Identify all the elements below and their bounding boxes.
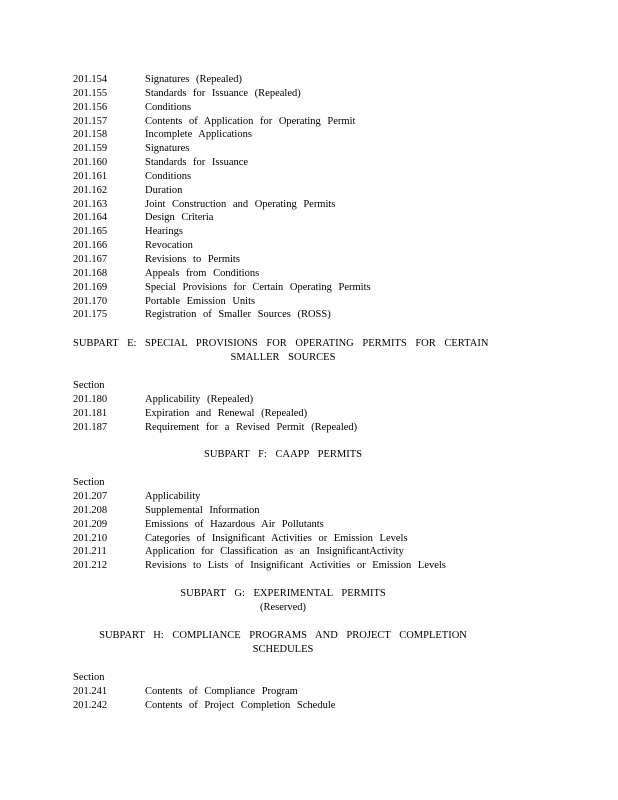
list-item: [73, 184, 553, 198]
section-title: Signatures (Repealed): [145, 74, 243, 85]
section-number: 201.168: [73, 267, 108, 279]
section-number: 201.210: [73, 532, 108, 544]
section-number: 201.155: [73, 87, 108, 99]
section-title: Signatures: [145, 143, 190, 155]
subpart-e-heading-line2: SMALLER SOURCES: [230, 352, 336, 363]
subpart-h-heading-line2: SCHEDULES: [252, 644, 314, 655]
list-item: [73, 128, 553, 142]
list-item: [73, 156, 553, 170]
section-label: Section: [73, 672, 105, 683]
section-title: Contents of Project Completion Schedule: [145, 699, 336, 711]
list-item: [73, 115, 553, 129]
section-title: Special Provisions for Certain Operating Permits: [145, 281, 371, 293]
section-title: Conditions: [145, 101, 192, 113]
list-item: [73, 281, 553, 295]
list-item: [73, 87, 553, 101]
section-number: 201.160: [73, 157, 108, 169]
section-number: 201.175: [73, 309, 108, 321]
section-number: 201.170: [73, 295, 108, 307]
section-number: 201.159: [73, 143, 108, 155]
section-list-subpart-h: [73, 685, 553, 713]
section-title: Conditions: [145, 170, 192, 182]
section-title: Incomplete Applications: [145, 129, 252, 141]
list-item: [73, 407, 553, 421]
subpart-h-heading-line1: SUBPART H: COMPLIANCE PROGRAMS AND PROJECT COMPLETION: [99, 630, 467, 641]
list-item: [73, 490, 553, 504]
section-label: Section: [73, 477, 105, 488]
section-title: Revocation: [145, 240, 193, 252]
section-title: Duration: [145, 184, 183, 196]
list-item: [73, 559, 553, 573]
section-title: Applicability: [145, 491, 201, 502]
section-title: Standards for Issuance: [145, 157, 249, 169]
list-item: [73, 421, 553, 435]
section-number: 201.167: [73, 253, 108, 265]
section-number: 201.158: [73, 129, 108, 141]
section-number: 201.241: [73, 686, 108, 697]
list-item: [73, 225, 553, 239]
section-title: Joint Construction and Operating Permits: [145, 198, 336, 210]
section-title: Emissions of Hazardous Air Pollutants: [145, 518, 324, 530]
list-item: [73, 699, 553, 713]
section-number: 201.162: [73, 184, 108, 196]
list-item: [73, 532, 553, 546]
section-number: 201.242: [73, 699, 108, 711]
section-title: Contents of Application for Operating Permit: [145, 115, 356, 127]
section-title: Applicability (Repealed): [145, 394, 254, 405]
section-list-subpart-d: [73, 73, 553, 322]
section-number: 201.163: [73, 198, 108, 210]
section-title: Revisions to Permits: [145, 253, 240, 265]
section-title: Appeals from Conditions: [145, 267, 260, 279]
section-title: Categories of Insignificant Activities or Emission Levels: [145, 532, 408, 544]
section-number: 201.154: [73, 74, 108, 85]
section-number: 201.164: [73, 212, 108, 224]
section-number: 201.165: [73, 226, 108, 238]
list-item: [73, 198, 553, 212]
section-list-subpart-f: [73, 490, 553, 573]
list-item: [73, 142, 553, 156]
section-title: Expiration and Renewal (Repealed): [145, 407, 308, 419]
list-item: [73, 253, 553, 267]
section-title: Supplemental Information: [145, 504, 260, 516]
list-item: [73, 545, 553, 559]
section-title: Design Criteria: [145, 212, 214, 224]
section-number: 201.211: [73, 546, 107, 558]
list-item: [73, 295, 553, 309]
list-item: [73, 308, 553, 322]
section-number: 201.207: [73, 491, 108, 502]
list-item: [73, 518, 553, 532]
section-title: Contents of Compliance Program: [145, 686, 298, 697]
list-item: [73, 267, 553, 281]
subpart-f-heading: SUBPART F: CAAPP PERMITS: [204, 449, 362, 460]
subpart-g-heading-line2: (Reserved): [259, 602, 307, 613]
section-title: Application for Classification as an InsignificantActivity: [145, 546, 404, 558]
section-number: 201.208: [73, 504, 108, 516]
section-label: Section: [73, 380, 105, 391]
section-title: Requirement for a Revised Permit (Repealed): [145, 421, 358, 433]
list-item: [73, 685, 553, 699]
list-item: [73, 101, 553, 115]
subpart-g-heading-line1: SUBPART G: EXPERIMENTAL PERMITS: [180, 588, 386, 599]
list-item: [73, 211, 553, 225]
section-number: 201.156: [73, 101, 108, 113]
list-item: [73, 393, 553, 407]
section-number: 201.161: [73, 170, 108, 182]
section-number: 201.166: [73, 240, 108, 252]
section-number: 201.209: [73, 518, 108, 530]
section-number: 201.181: [73, 407, 108, 419]
section-number: 201.187: [73, 421, 108, 433]
section-title: Hearings: [145, 226, 183, 238]
list-item: [73, 239, 553, 253]
section-title: Standards for Issuance (Repealed): [145, 87, 301, 99]
section-number: 201.212: [73, 560, 108, 572]
list-item: [73, 504, 553, 518]
section-title: Registration of Smaller Sources (ROSS): [145, 309, 331, 321]
list-item: [73, 73, 553, 87]
list-item: [73, 170, 553, 184]
section-title: Portable Emission Units: [145, 295, 256, 307]
section-number: 201.157: [73, 115, 108, 127]
section-number: 201.180: [73, 394, 108, 405]
subpart-e-heading-line1: SUBPART E: SPECIAL PROVISIONS FOR OPERATING PERMITS FOR CERTAIN: [73, 338, 489, 349]
section-list-subpart-e: [73, 393, 553, 435]
section-title: Revisions to Lists of Insignificant Activities or Emission Levels: [145, 560, 446, 572]
section-number: 201.169: [73, 281, 108, 293]
